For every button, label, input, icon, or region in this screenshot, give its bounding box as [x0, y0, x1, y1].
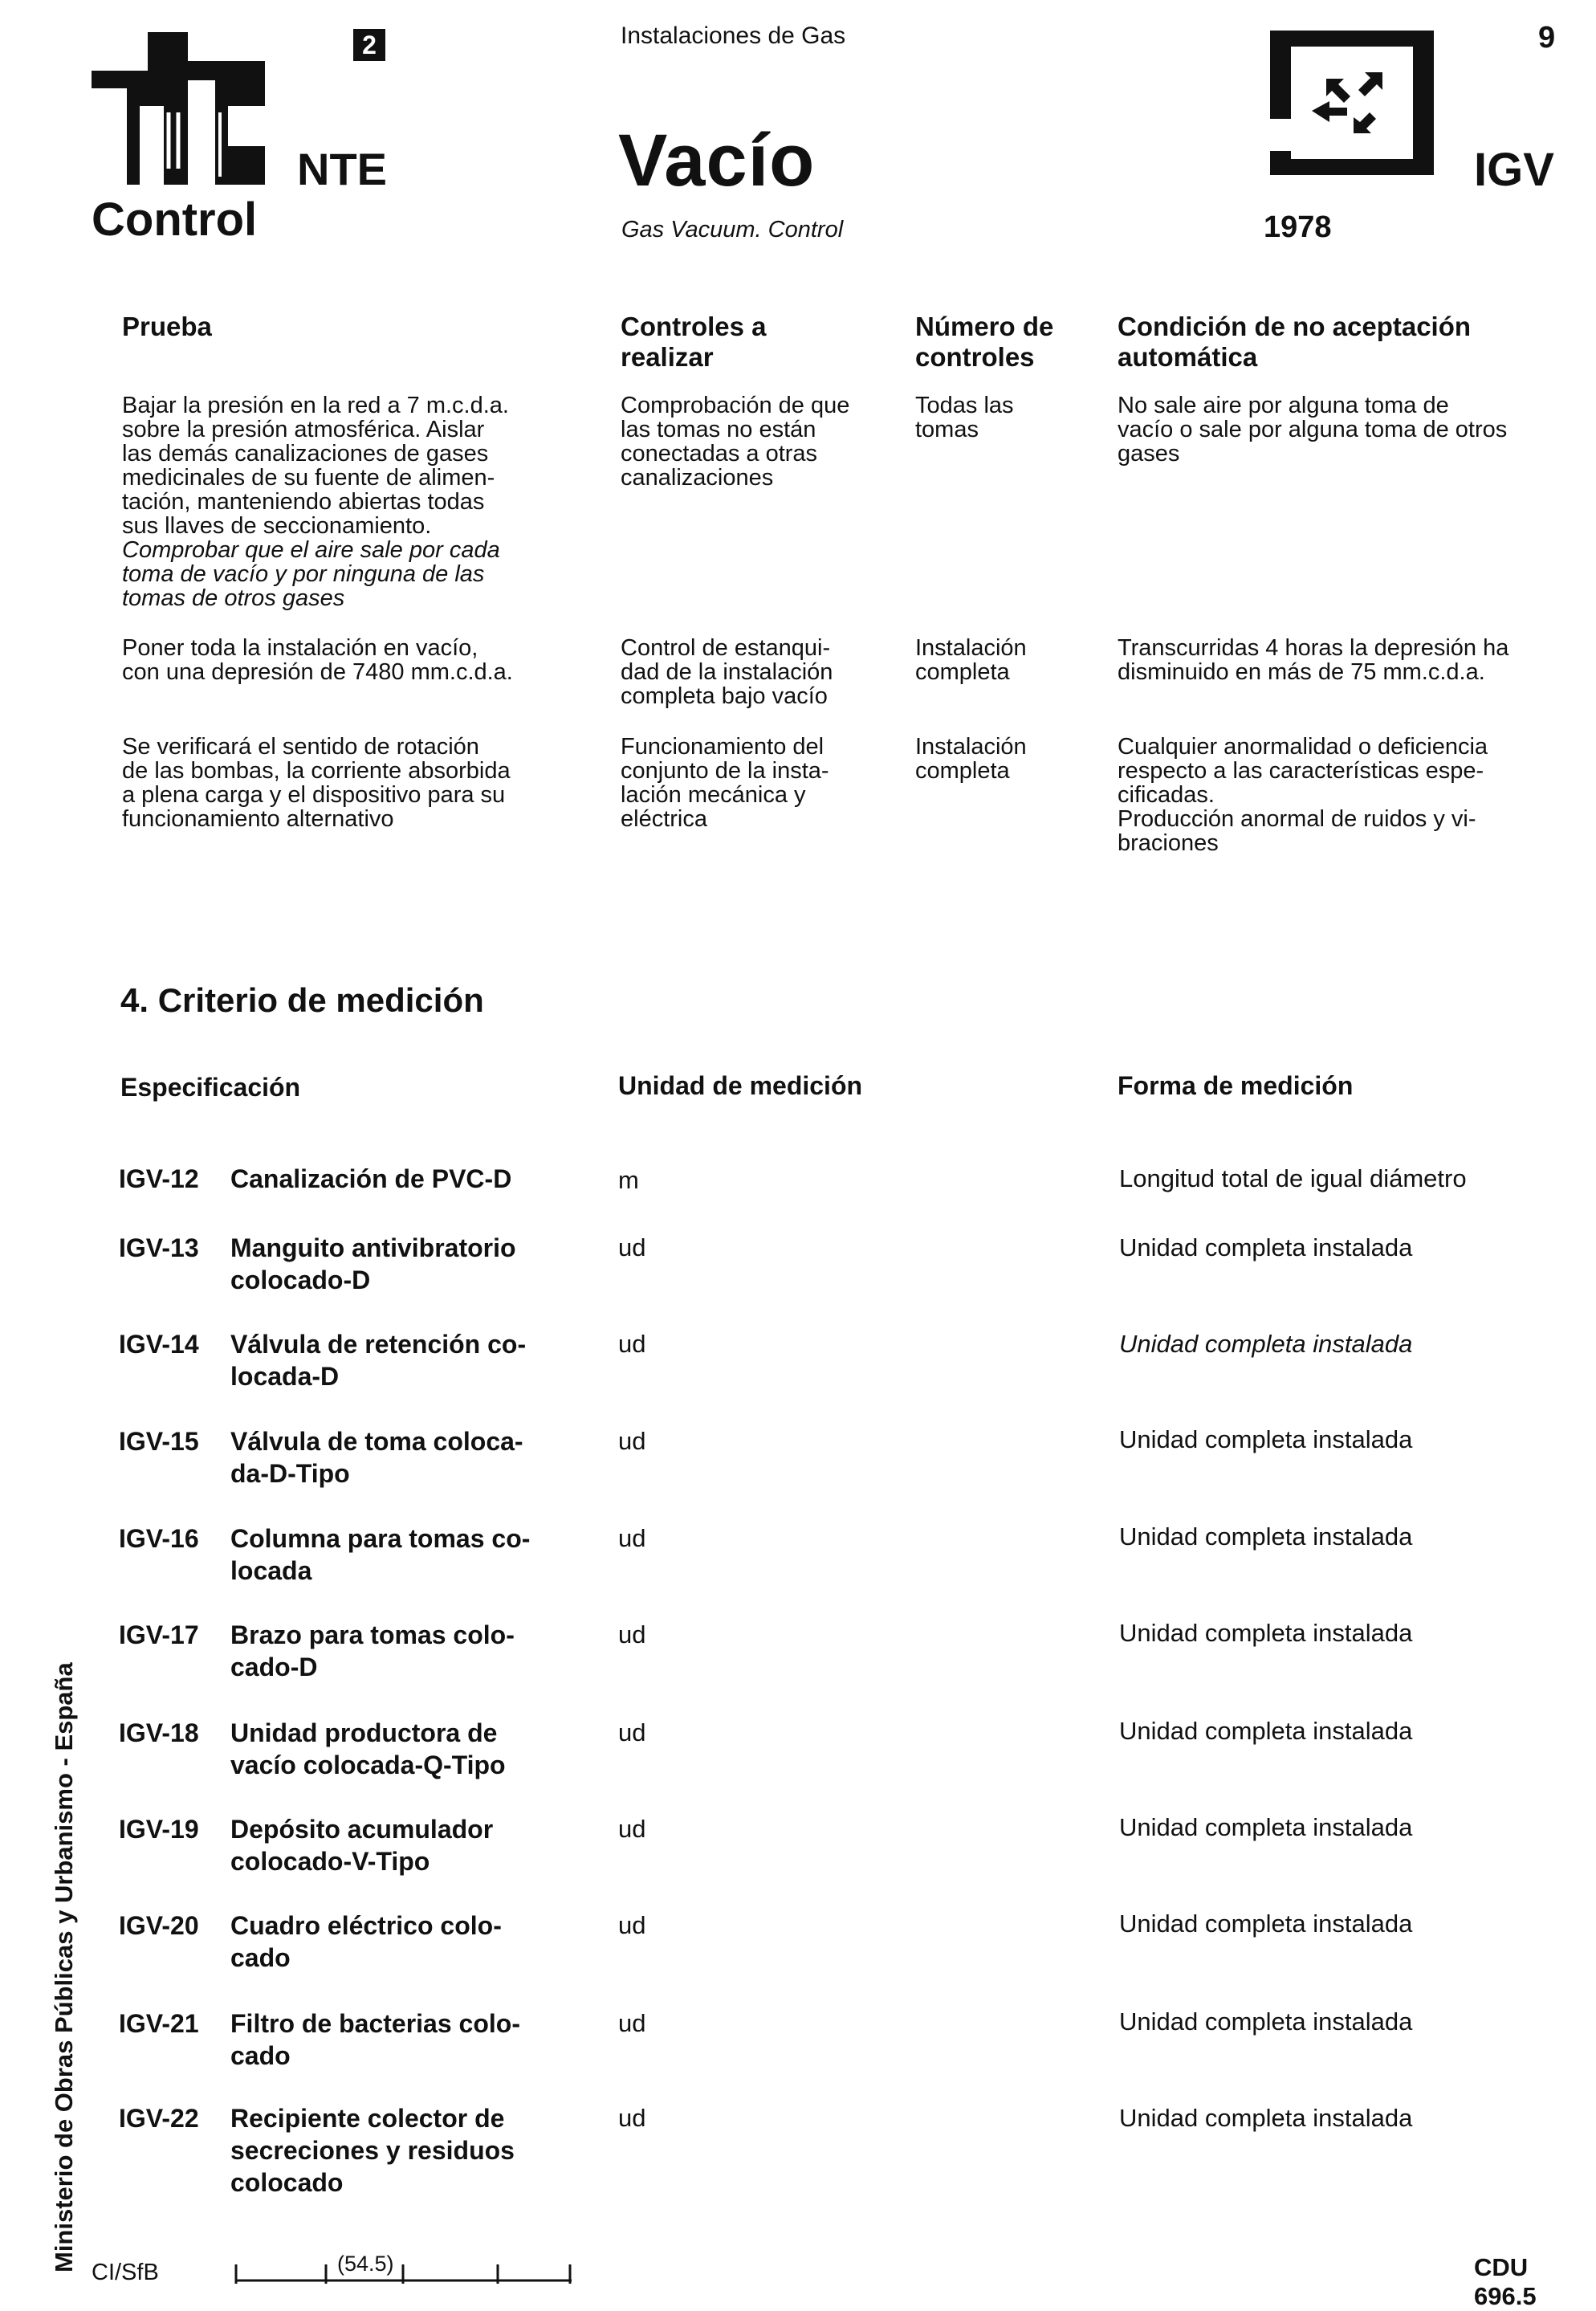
text-line: tación, manteniendo abiertas todas [122, 489, 485, 515]
spec-code: IGV-20 [119, 1911, 199, 1940]
text-line-italic: tomas de otros gases [122, 585, 345, 611]
spec-description [230, 1425, 568, 1490]
test-row-2-prueba [122, 636, 572, 684]
test-row-3-controles [621, 735, 881, 831]
cisfb-label: CI/SfB [92, 2260, 159, 2285]
header-especificacion: Especificación [120, 1073, 301, 1102]
text-line: Transcurridas 4 horas la depresión ha [1118, 635, 1509, 661]
spec-description [230, 2102, 568, 2199]
spec-forma: Unidad completa instalada [1119, 1910, 1413, 1938]
spec-unit: m [618, 1166, 639, 1194]
text-line: Válvula de retención co- [230, 1330, 527, 1359]
text-line: conjunto de la insta- [621, 758, 829, 784]
spec-unit: ud [618, 1911, 646, 1939]
text-line: canalizaciones [621, 465, 774, 491]
text-line: lación mecánica y [621, 782, 806, 808]
text-line: colocado-D [230, 1266, 371, 1294]
spec-code: IGV-16 [119, 1524, 199, 1553]
page-subtitle: Gas Vacuum. Control [621, 217, 844, 243]
document-code: IGV [1474, 144, 1554, 196]
spec-forma: Unidad completa instalada [1119, 2104, 1413, 2132]
text-line: las demás canalizaciones de gases [122, 441, 489, 467]
spec-unit: ud [618, 1330, 646, 1358]
text-line: las tomas no están [621, 417, 816, 442]
text-line: Recipiente colector de [230, 2104, 505, 2133]
text-line: Unidad productora de [230, 1718, 498, 1747]
classification-scale [233, 2253, 575, 2285]
text-line: No sale aire por alguna toma de [1118, 393, 1449, 418]
text-line: Poner toda la instalación en vacío, [122, 635, 478, 661]
spec-code: IGV-17 [119, 1620, 199, 1649]
text-line: cificadas. [1118, 782, 1215, 808]
header-controles [621, 312, 881, 373]
spec-description [230, 1232, 568, 1296]
text-line: cado [230, 1943, 291, 1972]
spec-description [230, 1163, 568, 1195]
text-line: a plena carga y el dispositivo para su [122, 782, 506, 808]
header-numero-line: Número de [915, 312, 1054, 341]
text-line: Brazo para tomas colo- [230, 1620, 515, 1649]
spec-unit: ud [618, 2104, 646, 2132]
header-prueba: Prueba [122, 312, 212, 341]
text-line: sobre la presión atmosférica. Aislar [122, 417, 485, 442]
text-line: Canalización de PVC-D [230, 1164, 512, 1193]
header-unidad: Unidad de medición [618, 1071, 863, 1100]
text-line: Instalación [915, 635, 1027, 661]
text-line: da-D-Tipo [230, 1459, 350, 1488]
spec-unit: ud [618, 1427, 646, 1455]
text-line: secreciones y residuos [230, 2136, 515, 2165]
test-row-3-prueba [122, 735, 572, 831]
test-row-1-numero [915, 393, 1088, 442]
spec-code: IGV-13 [119, 1233, 199, 1262]
spec-unit: ud [618, 1524, 646, 1552]
page-title: Vacío [618, 120, 816, 202]
text-line: dad de la instalación [621, 659, 833, 685]
spec-unit: ud [618, 2009, 646, 2037]
header-condicion-line: Condición de no aceptación [1118, 312, 1472, 341]
text-line: braciones [1118, 830, 1219, 856]
text-line: Filtro de bacterias colo- [230, 2009, 520, 2038]
spec-forma: Unidad completa instalada [1119, 1813, 1413, 1841]
spec-unit: ud [618, 1815, 646, 1843]
text-line: respecto a las características espe- [1118, 758, 1484, 784]
spec-forma: Unidad completa instalada [1119, 1522, 1413, 1551]
spec-unit: ud [618, 1233, 646, 1261]
text-line: disminuido en más de 75 mm.c.d.a. [1118, 659, 1485, 685]
text-line: tomas [915, 417, 979, 442]
text-line: colocado [230, 2168, 344, 2197]
text-line: de las bombas, la corriente absorbida [122, 758, 511, 784]
spec-description [230, 1328, 568, 1392]
nte-control-logo [92, 32, 265, 185]
ministry-vertical-label: Ministerio de Obras Públicas y Urbanismo - España [50, 1662, 78, 2272]
header-forma: Forma de medición [1118, 1071, 1354, 1100]
vacuum-logo [1270, 31, 1434, 175]
nte-label: NTE [297, 144, 387, 194]
spec-code: IGV-18 [119, 1718, 199, 1747]
text-line: Depósito acumulador [230, 1815, 494, 1844]
spec-forma: Longitud total de igual diámetro [1119, 1164, 1467, 1192]
text-line: Se verificará el sentido de rotación [122, 734, 479, 760]
text-line: Bajar la presión en la red a 7 m.c.d.a. [122, 393, 509, 418]
text-line: Cuadro eléctrico colo- [230, 1911, 502, 1940]
test-row-1-prueba [122, 393, 572, 610]
spec-forma: Unidad completa instalada [1119, 1425, 1413, 1453]
text-line: cado-D [230, 1653, 318, 1681]
test-row-1-condicion [1118, 393, 1567, 466]
cdu-code: CDU 696.5 [1474, 2253, 1537, 2310]
test-row-1-controles [621, 393, 881, 490]
text-line: gases [1118, 441, 1180, 467]
spec-forma: Unidad completa instalada [1119, 1330, 1413, 1358]
spec-forma: Unidad completa instalada [1119, 1619, 1413, 1647]
test-row-3-condicion [1118, 735, 1567, 855]
page-number: 9 [1538, 21, 1556, 55]
spec-description [230, 1813, 568, 1877]
header-controles-line: realizar [621, 342, 714, 372]
publication-year: 1978 [1264, 210, 1332, 244]
header-numero [915, 312, 1088, 373]
spec-code: IGV-12 [119, 1164, 199, 1193]
spec-description [230, 1522, 568, 1587]
text-line-italic: Comprobar que el aire sale por cada [122, 537, 500, 563]
header-condicion-line: automática [1118, 342, 1258, 372]
spec-code: IGV-21 [119, 2009, 199, 2038]
text-line: Producción anormal de ruidos y vi- [1118, 806, 1476, 832]
spec-code: IGV-14 [119, 1330, 199, 1359]
spec-description [230, 1619, 568, 1683]
test-row-3-numero [915, 735, 1088, 783]
text-line: conectadas a otras [621, 441, 818, 467]
test-row-2-condicion [1118, 636, 1567, 684]
spec-code: IGV-19 [119, 1815, 199, 1844]
test-row-2-controles [621, 636, 881, 708]
text-line: completa [915, 659, 1010, 685]
spec-unit: ud [618, 1718, 646, 1746]
text-line: Control de estanqui- [621, 635, 831, 661]
text-line: vacío o sale por alguna toma de otros [1118, 417, 1508, 442]
spec-description [230, 1910, 568, 1974]
text-line: colocado-V-Tipo [230, 1847, 430, 1876]
text-line: funcionamiento alternativo [122, 806, 394, 832]
text-line: vacío colocada-Q-Tipo [230, 1751, 506, 1779]
text-line: completa [915, 758, 1010, 784]
text-line: Manguito antivibratorio [230, 1233, 516, 1262]
spec-description [230, 1717, 568, 1781]
spec-unit: ud [618, 1620, 646, 1649]
text-line: completa bajo vacío [621, 683, 828, 709]
text-line: cado [230, 2041, 291, 2070]
text-line: Columna para tomas co- [230, 1524, 531, 1553]
text-line: Instalación [915, 734, 1027, 760]
spec-code: IGV-15 [119, 1427, 199, 1456]
category-label: Control [92, 194, 258, 246]
spec-code: IGV-22 [119, 2104, 199, 2133]
test-row-2-numero [915, 636, 1088, 684]
header-controles-line: Controles a [621, 312, 767, 341]
text-line: eléctrica [621, 806, 707, 832]
text-line: locada-D [230, 1362, 340, 1391]
text-line: Funcionamiento del [621, 734, 824, 760]
spec-forma: Unidad completa instalada [1119, 2007, 1413, 2036]
spec-description [230, 2007, 568, 2072]
section-number-badge: 2 [353, 29, 385, 61]
series-title: Instalaciones de Gas [621, 22, 846, 49]
text-line: Cualquier anormalidad o deficiencia [1118, 734, 1488, 760]
scale-label: (54.5) [337, 2252, 394, 2276]
text-line: Comprobación de que [621, 393, 850, 418]
section-title-measurement: 4. Criterio de medición [120, 981, 484, 1019]
text-line: locada [230, 1556, 312, 1585]
text-line: sus llaves de seccionamiento. [122, 513, 432, 539]
text-line: Válvula de toma coloca- [230, 1427, 523, 1456]
spec-forma: Unidad completa instalada [1119, 1233, 1413, 1261]
text-line: medicinales de su fuente de alimen- [122, 465, 495, 491]
spec-forma: Unidad completa instalada [1119, 1717, 1413, 1745]
text-line: con una depresión de 7480 mm.c.d.a. [122, 659, 513, 685]
text-line-italic: toma de vacío y por ninguna de las [122, 561, 485, 587]
header-condicion [1118, 312, 1567, 373]
text-line: Todas las [915, 393, 1014, 418]
header-numero-line: controles [915, 342, 1035, 372]
